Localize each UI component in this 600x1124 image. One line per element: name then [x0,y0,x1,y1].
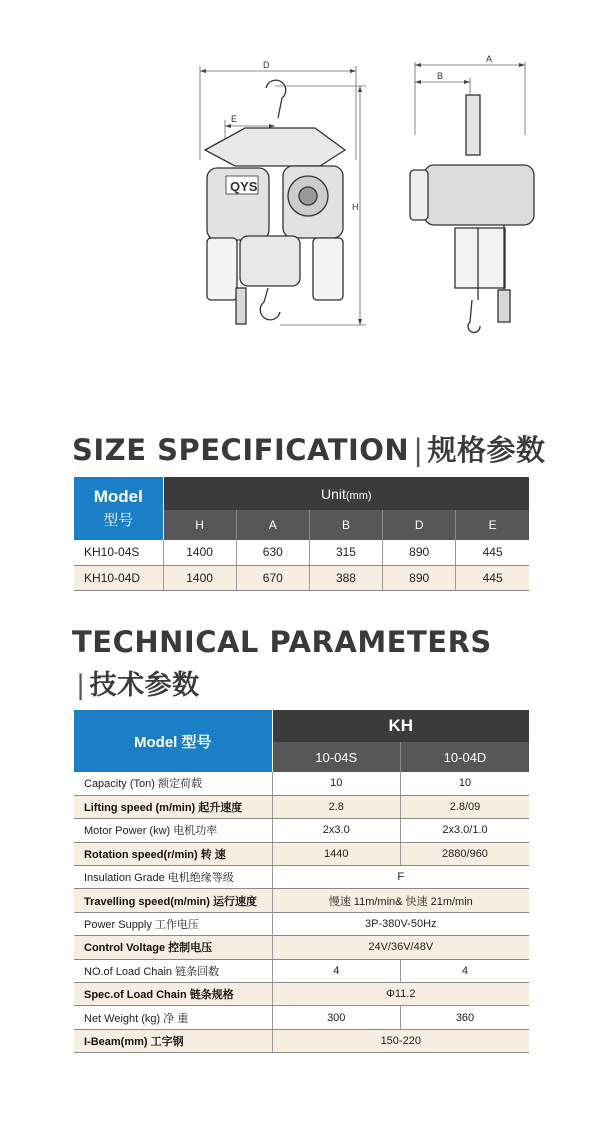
table-row [74,819,529,842]
param-label: NO.of Load Chain 链条回数 [74,959,272,982]
table-row [74,540,529,565]
param-value: 360 [401,1006,530,1029]
param-label: Net Weight (kg) 净 重 [74,1006,272,1029]
hoist-front-view [205,80,345,324]
size-spec-title [72,428,546,469]
table-row [74,795,529,818]
param-value: 1440 [272,842,401,865]
table-row [74,912,529,935]
param-value: 10 [272,772,401,795]
column-header-e: E [456,510,529,540]
unit-header [163,477,529,510]
tech-params-title-cn-line [72,663,200,702]
table-row [74,772,529,795]
param-value: 慢速 11m/min& 快速 21m/min [272,889,529,912]
model-header-en: Model [93,487,143,506]
param-label: Motor Power (kw) 电机功率 [74,819,272,842]
param-label: Travelling speed(m/min) 运行速度 [74,889,272,912]
cell-b: 388 [309,565,382,590]
table-row [74,842,529,865]
param-value: 2x3.0 [272,819,401,842]
row-model: KH10-04D [74,565,163,590]
param-value: 3P-380V-50Hz [272,912,529,935]
param-label: Insulation Grade 电机绝缘等级 [74,866,272,889]
hoist-technical-drawing [0,0,600,400]
column-header-10-04d: 10-04D [401,742,530,772]
model-header-cn: 型号 [103,512,134,529]
param-value: 2.8 [272,795,401,818]
param-value: 24V/36V/48V [272,936,529,959]
table-row [74,889,529,912]
model-header [74,477,163,540]
row-model: KH10-04S [74,540,163,565]
table-row [74,959,529,982]
param-value: 10 [401,772,530,795]
model-header: Model 型号 [74,710,272,772]
size-spec-title-cn: 规格参数 [427,433,546,467]
param-value: 150-220 [272,1029,529,1052]
param-value: 300 [272,1006,401,1029]
table-row [74,936,529,959]
tech-params-table [74,710,529,1053]
table-row [74,983,529,1006]
nameplate-logo: QYS [230,179,258,194]
cell-d: 890 [383,540,456,565]
param-value: 2.8/09 [401,795,530,818]
hoist-side-view [410,95,534,332]
param-value: Φ11.2 [272,983,529,1006]
param-label: Control Voltage 控制电压 [74,936,272,959]
column-header-d: D [383,510,456,540]
table-row [74,565,529,590]
column-header-b: B [309,510,382,540]
column-header-h: H [163,510,236,540]
param-label: Power Supply 工作电压 [74,912,272,935]
tech-params-title-cn: 技术参数 [89,670,200,701]
cell-e: 445 [456,540,529,565]
size-spec-title-en: SIZE SPECIFICATION [72,433,410,467]
dim-label-e: E [231,114,238,124]
param-value: 2880/960 [401,842,530,865]
title-separator: | [413,433,424,467]
cell-h: 1400 [163,540,236,565]
size-spec-table [74,477,529,591]
param-label: Rotation speed(r/min) 转 速 [74,842,272,865]
cell-d: 890 [383,565,456,590]
column-header-10-04s: 10-04S [272,742,401,772]
dim-label-a: A [486,54,493,64]
dim-label-h: H [352,202,359,212]
series-header: KH [272,710,529,742]
cell-a: 670 [236,565,309,590]
param-label: Lifting speed (m/min) 起升速度 [74,795,272,818]
cell-e: 445 [456,565,529,590]
table-row [74,1029,529,1052]
dim-label-b: B [437,71,444,81]
table-row [74,1006,529,1029]
dim-label-d: D [263,60,270,70]
param-value: F [272,866,529,889]
param-label: Capacity (Ton) 额定荷载 [74,772,272,795]
param-value: 4 [272,959,401,982]
param-value: 4 [401,959,530,982]
table-row [74,866,529,889]
column-header-a: A [236,510,309,540]
title-separator: | [76,670,86,701]
cell-b: 315 [309,540,382,565]
param-label: I-Beam(mm) 工字钢 [74,1029,272,1052]
unit-suffix: (mm) [345,489,372,502]
param-label: Spec.of Load Chain 链条规格 [74,983,272,1006]
cell-h: 1400 [163,565,236,590]
param-value: 2x3.0/1.0 [401,819,530,842]
unit-label: Unit [320,485,346,502]
tech-params-title: TECHNICAL PARAMETERS [72,625,492,659]
cell-a: 630 [236,540,309,565]
